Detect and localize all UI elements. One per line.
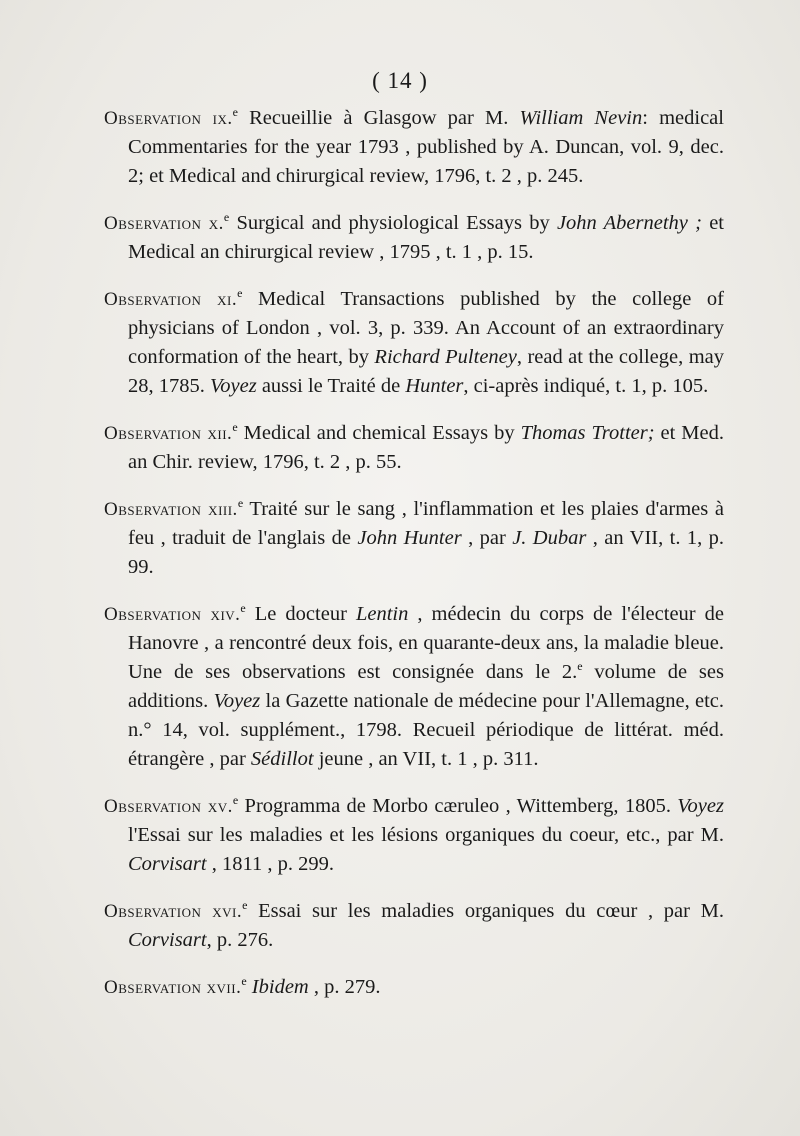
text-run: et Medical an chirurgical review , 1795 , t. 1 , p. 15.	[128, 212, 724, 263]
italic-run: Corvisart	[128, 853, 207, 875]
observations-list	[104, 104, 724, 1020]
text-run: Programma de Morbo cæruleo , Wittemberg, 1805.	[238, 795, 678, 817]
italic-run: J. Dubar	[512, 527, 587, 549]
text-run: Medical and chemical Essays by	[237, 422, 521, 444]
observation-heading: Observation xvii.	[104, 977, 242, 998]
text-run: volume de ses additions.	[128, 661, 724, 712]
observation-13	[104, 495, 724, 582]
italic-run: Voyez	[213, 690, 261, 712]
observation-text	[247, 976, 381, 998]
observation-heading: Observation xii.	[104, 423, 233, 444]
text-run: et Med. an Chir. review, 1796, t. 2 , p. 55.	[128, 422, 725, 473]
observation-10	[104, 209, 724, 267]
italic-run: Lentin	[355, 603, 409, 625]
text-run: jeune , an VII, t. 1 , p. 311.	[313, 748, 539, 770]
observation-9	[104, 104, 724, 191]
text-run: aussi le Traité de	[256, 375, 406, 397]
italic-run: Thomas Trotter;	[520, 422, 655, 444]
text-run: Surgical and physiological Essays by	[229, 212, 557, 234]
observation-12	[104, 419, 724, 477]
italic-run: John Abernethy ;	[556, 212, 702, 234]
text-run: , médecin du corps de l'électeur de Hanovre , a rencontré deux fois, en quarante-deux ans, la maladie bleue. Une de ses observations est consignée dans le 2.	[128, 603, 725, 683]
italic-run: Voyez	[677, 795, 724, 817]
observation-text	[128, 603, 724, 770]
italic-run: Corvisart	[128, 929, 207, 951]
observation-heading: Observation xi.	[104, 289, 238, 310]
observation-15	[104, 792, 724, 879]
superscript-run: e	[577, 659, 583, 674]
italic-run: Sédillot	[250, 748, 314, 770]
observation-heading-sup: e	[241, 974, 247, 989]
text-run: , an VII, t. 1, p. 99.	[128, 527, 724, 578]
observation-heading-sup: e	[237, 496, 244, 511]
text-run: Recueillie à Glasgow par M.	[237, 107, 520, 129]
italic-run: Richard Pulteney	[374, 346, 517, 368]
observation-heading: Observation xiii.	[104, 499, 238, 520]
observation-heading-sup: e	[242, 898, 248, 913]
observation-heading: Observation xvi.	[104, 901, 243, 922]
text-run: Traité sur le sang , l'inflammation et les plaies d'armes à feu , traduit de l'anglais de	[128, 498, 724, 549]
observation-heading: Observation xiv.	[104, 604, 241, 625]
italic-run: Hunter	[405, 375, 464, 397]
italic-run: Voyez	[210, 375, 257, 397]
text-run: , read at the college, may 28, 1785.	[128, 346, 724, 397]
observation-heading: Observation ix.	[104, 108, 233, 129]
italic-run: John Hunter	[357, 527, 462, 549]
italic-run: William Nevin	[519, 107, 643, 129]
observation-heading: Observation xv.	[104, 796, 233, 817]
text-run: , ci-après indiqué, t. 1, p. 105.	[463, 375, 709, 397]
text-run: Le docteur	[245, 603, 356, 625]
observation-heading-sup: e	[232, 105, 238, 120]
text-run: l'Essai sur les maladies et les lésions organiques du coeur, etc., par M.	[128, 824, 724, 846]
observation-heading-sup: e	[237, 286, 243, 301]
observation-heading-sup: e	[223, 210, 230, 225]
observation-heading-sup: e	[232, 420, 238, 435]
text-run: la Gazette nationale de médecine pour l'Allemagne, etc. n.° 14, vol. supplément., 1798. Recueil périodique de littérat. méd. étrangère , par	[128, 690, 724, 770]
observation-heading-sup: e	[232, 793, 239, 808]
text-run: , p. 276.	[206, 929, 274, 951]
page-number: ( 14 )	[372, 68, 428, 93]
observation-heading-sup: e	[240, 601, 246, 616]
observation-16	[104, 897, 724, 955]
text-run: , p. 279.	[308, 976, 381, 998]
observation-17	[104, 973, 724, 1002]
text-run: Essai sur les maladies organiques du cœur , par M.	[247, 900, 724, 922]
text-run: , par	[461, 527, 513, 549]
observation-heading: Observation x.	[104, 213, 224, 234]
italic-run: Ibidem	[251, 976, 309, 998]
observation-14	[104, 600, 724, 774]
text-run: : medical Commentaries for the year 1793 , published by A. Duncan, vol. 9, dec. 2; et Medical and chirurgical review, 1796, t. 2 , p. 245.	[128, 107, 724, 187]
text-run: Medical Transactions published by the college of physicians of London , vol. 3, p. 339. An Account of an extraordinary conformation of the heart, by	[128, 288, 725, 368]
text-run: , 1811 , p. 299.	[206, 853, 334, 875]
observation-11	[104, 285, 724, 401]
